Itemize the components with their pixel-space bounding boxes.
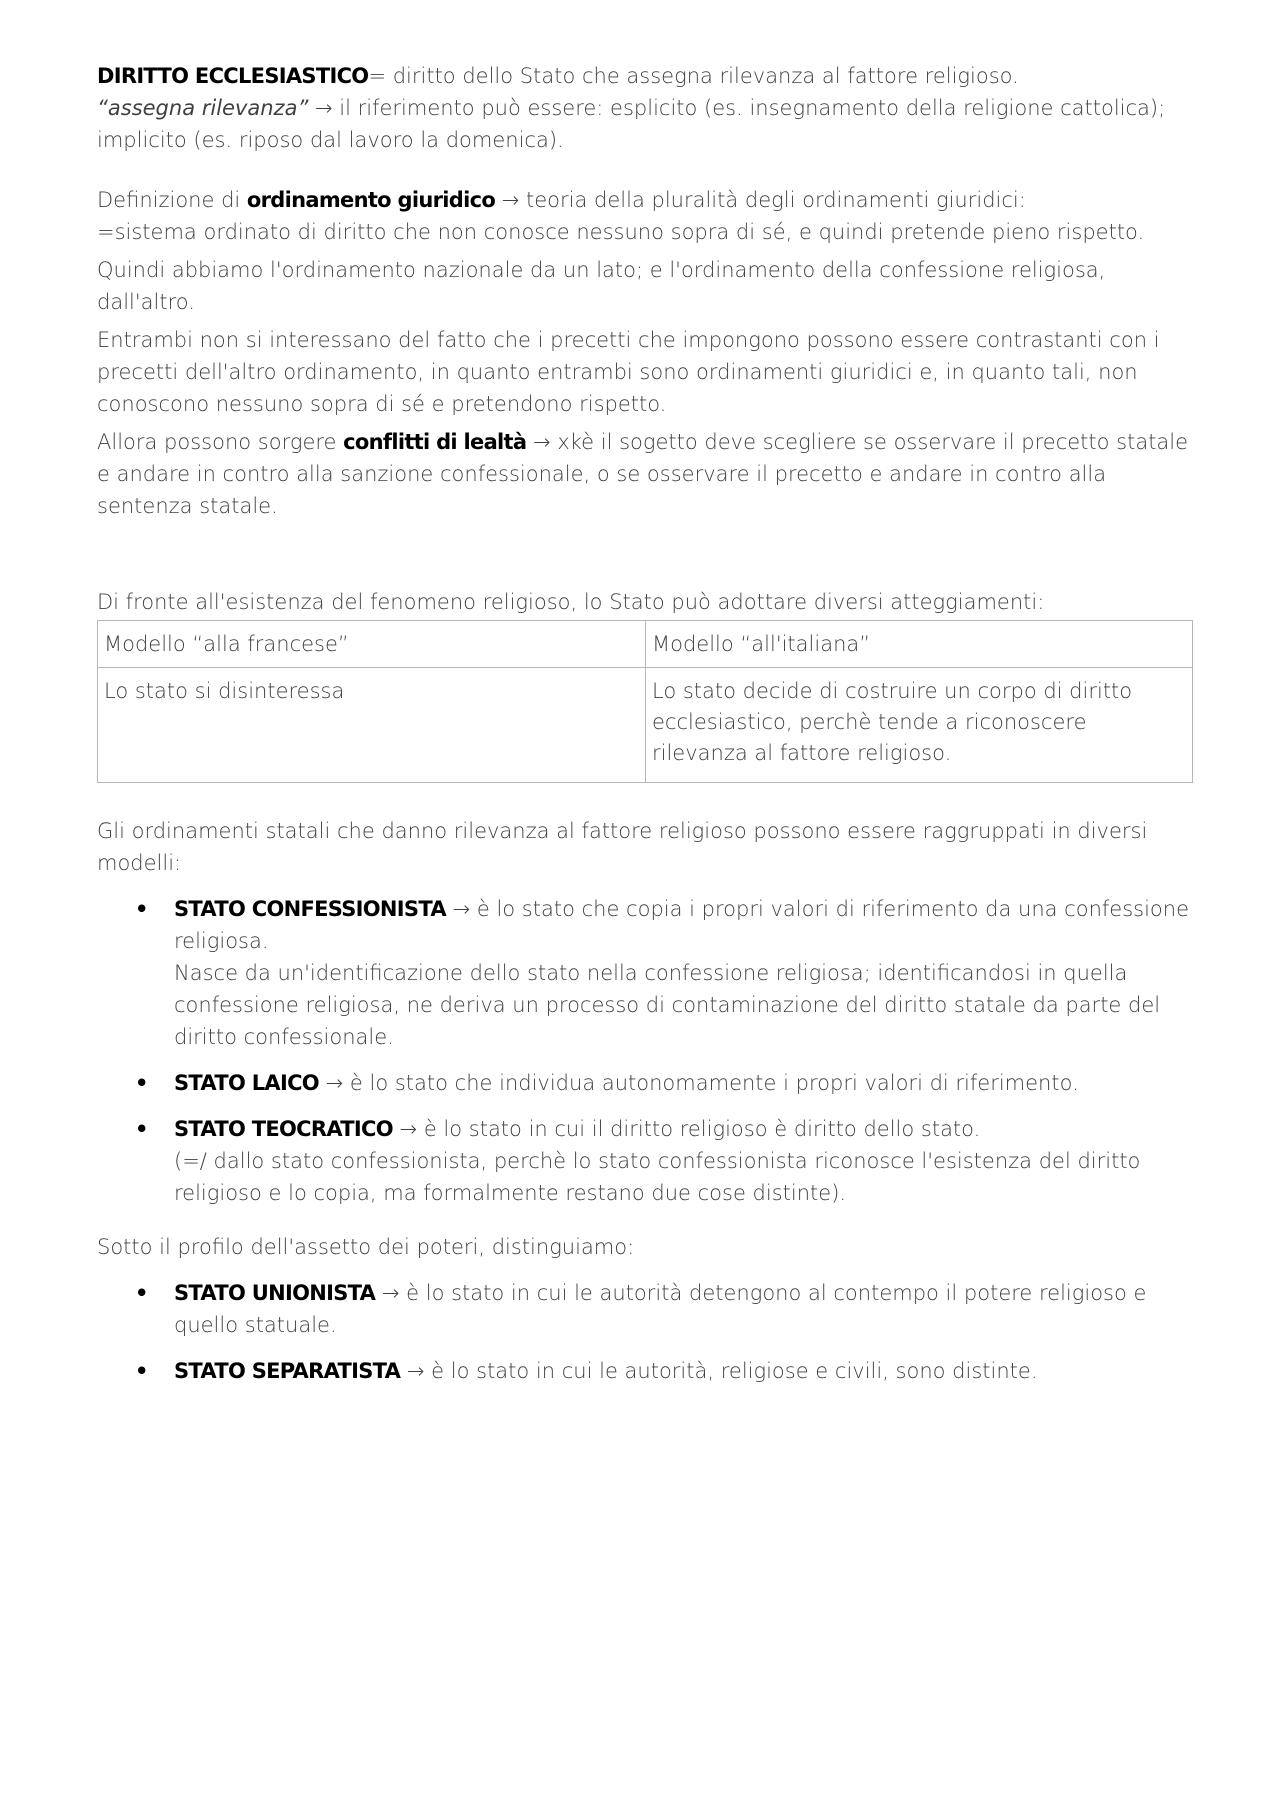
list-item-stato-teocratico [97, 1113, 1193, 1209]
paragraph-text: xkè il sogetto deve scegliere se osservare il precetto statale e andare in contro alla sanzione confessionale, o se osservare il precetto e andare in contro alla sentenza statale. [97, 430, 1189, 518]
paragraph-conflitti-di-lealta [97, 426, 1193, 522]
arrow-icon: → [375, 1281, 407, 1305]
term-stato-separatista: STATO SEPARATISTA [174, 1359, 401, 1383]
term-conflitti-di-lealta: conflitti di lealtà [343, 430, 527, 454]
models-table [97, 620, 1193, 783]
table-header-row [98, 621, 1193, 668]
bullet-icon: • [135, 1281, 149, 1305]
list-item-extra: (=/ dallo stato confessionista, perchè lo stato confessionista riconosce l'esistenza del diritto religioso e lo copia, ma formalmente restano due cose distinte). [174, 1149, 1141, 1205]
arrow-icon: → [318, 1071, 350, 1095]
arrow-icon: → [526, 430, 558, 454]
paragraph-lead: Allora possono sorgere [97, 430, 344, 454]
term-stato-laico: STATO LAICO [174, 1071, 319, 1095]
term-stato-teocratico: STATO TEOCRATICO [174, 1117, 393, 1141]
bullet-icon: • [135, 1117, 149, 1141]
arrow-icon: → [392, 1117, 424, 1141]
list-item-stato-unionista [97, 1277, 1193, 1341]
paragraph-ordinamento-giuridico [97, 184, 1193, 216]
definition-text: = diritto dello Stato che assegna rilevanza al fattore religioso. [368, 64, 1019, 88]
list-item-stato-confessionista [97, 893, 1193, 1053]
term-diritto-ecclesiastico: DIRITTO ECCLESIASTICO [97, 64, 369, 88]
cell-modello-francese: Lo stato si disinteressa [98, 668, 646, 783]
bullet-icon: • [135, 897, 149, 921]
paragraph-text: teoria della pluralità degli ordinamenti giuridici: [526, 188, 1026, 212]
paragraph-assegna-rilevanza [97, 92, 1193, 156]
list-item-stato-separatista [97, 1355, 1193, 1387]
paragraph-sistema-ordinato: =sistema ordinato di diritto che non conosce nessuno sopra di sé, e quindi pretende pieno rispetto. [97, 220, 1145, 244]
list-item-text: è lo stato in cui le autorità, religiose e civili, sono distinte. [431, 1359, 1038, 1383]
term-ordinamento-giuridico: ordinamento giuridico [246, 188, 496, 212]
arrow-icon: → [308, 96, 340, 120]
paragraph-sotto-il-profilo: Sotto il profilo dell'assetto dei poteri, distinguiamo: [97, 1235, 635, 1259]
list-item-extra: Nasce da un'identificazione dello stato nella confessione religiosa; identificandosi in quella confessione religiosa, ne deriva un processo di contaminazione del diritto statale da parte del diritto confessionale. [174, 961, 1161, 1049]
header-modello-italiana: Modello “all'italiana” [646, 621, 1193, 668]
list-item-text: è lo stato che copia i propri valori di riferimento da una confessione religiosa. [174, 897, 1189, 953]
definition-diritto-ecclesiastico [97, 60, 1193, 92]
list-item-stato-laico [97, 1067, 1193, 1099]
powers-list [97, 1277, 1193, 1387]
paragraph-quindi: Quindi abbiamo l'ordinamento nazionale da un lato; e l'ordinamento della confessione religiosa, dall'altro. [97, 258, 1106, 314]
arrow-icon: → [400, 1359, 432, 1383]
paragraph-text: il riferimento può essere: esplicito (es. insegnamento della religione cattolica); implicito (es. riposo dal lavoro la domenica). [97, 96, 1166, 152]
list-item-text: è lo stato che individua autonomamente i propri valori di riferimento. [349, 1071, 1079, 1095]
quote-assegna-rilevanza: “assegna rilevanza” [97, 96, 309, 120]
term-stato-unionista: STATO UNIONISTA [174, 1281, 376, 1305]
models-list [97, 893, 1193, 1209]
arrow-icon: → [445, 897, 477, 921]
paragraph-gli-ordinamenti: Gli ordinamenti statali che danno rilevanza al fattore religioso possono essere raggruppati in diversi modelli: [97, 819, 1148, 875]
paragraph-di-fronte: Di fronte all'esistenza del fenomeno religioso, lo Stato può adottare diversi atteggiamenti: [97, 590, 1045, 614]
arrow-icon: → [495, 188, 527, 212]
document-page [97, 60, 1193, 1387]
table-row [98, 668, 1193, 783]
cell-modello-italiana: Lo stato decide di costruire un corpo di diritto ecclesiastico, perchè tende a riconoscere rilevanza al fattore religioso. [646, 668, 1193, 783]
header-modello-francese: Modello “alla francese” [98, 621, 646, 668]
bullet-icon: • [135, 1359, 149, 1383]
bullet-icon: • [135, 1071, 149, 1095]
list-item-text: è lo stato in cui il diritto religioso è diritto dello stato. [423, 1117, 981, 1141]
term-stato-confessionista: STATO CONFESSIONISTA [174, 897, 446, 921]
list-item-text: è lo stato in cui le autorità detengono al contempo il potere religioso e quello statuale. [174, 1281, 1147, 1337]
paragraph-lead: Definizione di [97, 188, 247, 212]
paragraph-entrambi: Entrambi non si interessano del fatto che i precetti che impongono possono essere contrastanti con i precetti dell'altro ordinamento, in quanto entrambi sono ordinamenti giuridici e, in quanto tali, non conoscono nessuno sopra di sé e pretendono rispetto. [97, 328, 1160, 416]
